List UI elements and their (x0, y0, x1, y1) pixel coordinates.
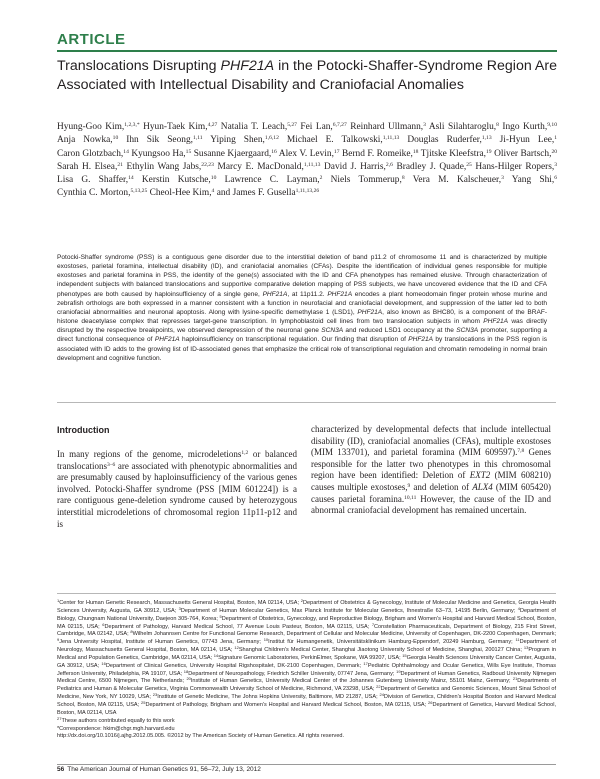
author-name: Natalia T. Leach, (220, 122, 288, 132)
introduction-left-column (57, 449, 297, 530)
text-run: and deletion of (410, 481, 473, 492)
reference-marker: 3–6 (107, 461, 116, 468)
reference-marker: 1,2 (241, 450, 249, 456)
author (131, 149, 191, 159)
author-name: Ji-Hyun Lee, (499, 135, 555, 146)
author-name: Caron Glotzbach, (57, 148, 124, 159)
page-footer (57, 765, 556, 775)
author-affiliation-marker: 10 (112, 135, 119, 142)
text-run: Department of Pathology, Harvard Medical School, 77 Avenue Louis Pasteur, Boston, MA 02115, USA; (104, 623, 372, 630)
gene-name: PHF21A (483, 318, 509, 326)
author-affiliation-marker: 19 (485, 148, 492, 155)
author-name: Kerstin Kutsche, (141, 175, 211, 186)
text-run: Genes responsible for the latter two phenotypes in this chromosomal region have been identified: Deletion of (311, 447, 551, 481)
abstract-rule (57, 402, 556, 403)
author-affiliation-marker: 1,2,3,* (124, 122, 140, 128)
text-run: Pediatric Ophthalmology and Ocular Genetics, Wills Eye Institute, Thomas Jefferson University, Philadelphia, PA 19107, USA; (57, 662, 556, 677)
reference-marker: 19 (396, 668, 401, 674)
author-name: Hans-Hilger Ropers, (475, 161, 555, 172)
author (502, 122, 557, 132)
article-title (57, 57, 557, 95)
author-affiliation-marker: 1 (554, 135, 558, 142)
author-name: Oliver Bartsch, (494, 148, 552, 159)
author (342, 149, 418, 159)
text-run: Shanghai Children's Medical Center, Shanghai Jiaotong University School of Medicine, Shanghai, 200127 China; (238, 647, 524, 654)
text-run: Departments of Pediatrics and Human & Molecular Genetics, Virginia Commonwealth University School of Medicine, Richmond, VA 23298, USA; (57, 678, 556, 693)
author-name: Cynthia C. Morton, (57, 188, 131, 199)
author (126, 135, 202, 145)
author-name: Tjitske Kleefstra, (420, 148, 486, 159)
text-run: Institut für Humangenetik, Universitätsklinikum Hamburg-Eppendorf, 20249 Hamburg, Germany; (268, 639, 516, 646)
gene-name: PHF21A (408, 336, 434, 344)
author-name: Susanne Kjaergaard, (193, 148, 272, 159)
author-affiliation-marker: 2 (319, 175, 323, 182)
author-name: Fei Lan, (300, 122, 333, 132)
author (210, 135, 279, 145)
author (300, 122, 346, 132)
reference-marker: 6 (102, 621, 105, 627)
page-number: 56 (57, 766, 65, 773)
reference-marker: 23 (152, 692, 158, 698)
reference-marker: 20 (186, 676, 191, 682)
author-name: Niels Tommerup, (330, 175, 402, 186)
introduction-heading: Introduction (57, 425, 110, 435)
article-type-label: ARTICLE (57, 31, 126, 48)
reference-marker: 13 (523, 645, 529, 651)
author-affiliation-marker: 18 (412, 148, 419, 155)
author (407, 135, 491, 145)
author-affiliation-marker: 25 (466, 161, 472, 168)
author (221, 122, 297, 132)
text-run: Department of Human Molecular Genetics, Max Planck Institute for Molecular Genetics, Ihnestraße 63–73, 14195 Berlin, Germany; (180, 607, 518, 614)
author (429, 122, 499, 132)
text-run: or balanced translocations (57, 449, 297, 471)
text-run: Georgia Health Sciences University Cancer Center, Augusta, GA 30912, USA; (57, 654, 556, 669)
author (475, 162, 557, 172)
reference-marker: 25 (140, 699, 146, 705)
author-affiliation-marker: 4 (211, 188, 215, 195)
gene-name: PHF21A (262, 290, 288, 298)
text-run: characterized by developmental defects that include intellectual disability (ID), craniofacial anomalies (CFAs), multiple exostoses (MIM 133701), and parietal foramina (MIM 609597). (311, 424, 551, 458)
text-run: Center for Human Genetic Research, Massachusetts General Hospital, Boston, MA 02114, USA; (59, 600, 301, 606)
text-run: Department of Obstetrics & Gynecology, Institute of Molecular Medicine and Genetics, Georgia Health Sciences University, Augusta, GA 30912, USA; (57, 600, 556, 614)
text-run: *Correspondence: hkim@chgr.mgh.harvard.edu (57, 725, 175, 732)
reference-marker: 15 (402, 652, 407, 658)
author-name: Ethylin Wang Jabs, (126, 161, 202, 172)
title-part-1: Translocations Disrupting (57, 58, 221, 74)
author (57, 149, 129, 159)
author-name: Michael E. Talkowski, (286, 135, 383, 146)
author (150, 188, 215, 198)
author-name: Bradley J. Quade, (396, 161, 467, 172)
reference-marker: 27 (57, 715, 62, 721)
reference-marker: 9 (57, 637, 60, 643)
author-name: Ingo Kurth, (502, 122, 548, 132)
title-gene: PHF21A (220, 58, 275, 74)
author-affiliation-marker: 1,11,13,26 (295, 188, 320, 195)
author-name: Cheol-Hee Kim, (149, 188, 212, 199)
reference-marker: 11 (515, 637, 520, 643)
author-affiliation-marker: 17 (333, 148, 340, 155)
text-run: In many regions of the genome, microdeletions (57, 449, 242, 459)
journal-citation: The American Journal of Human Genetics 91, 56–72, July 13, 2012 (67, 766, 261, 773)
text-run: Jena University Hospital, Institute of Human Genetics, 07743 Jena, Germany; (59, 639, 264, 646)
reference-marker: 7,8 (517, 448, 525, 455)
author-affiliation-marker: 3 (554, 161, 558, 168)
author-name: and James F. Gusella (216, 188, 296, 199)
author (225, 175, 323, 185)
author-affiliation-marker: 15 (185, 148, 192, 155)
author-name: Yang Shi, (511, 175, 555, 186)
text-run: Department of Genetics and Genomic Sciences, Mount Sinai School of Medicine, New York, NY 10029, USA; (57, 686, 556, 701)
author-list (57, 121, 557, 201)
author (350, 122, 426, 132)
author-name: Alex V. Levin, (278, 148, 334, 159)
author (142, 175, 216, 185)
author-affiliation-marker: 6 (554, 175, 558, 182)
text-run: Department of Obstetrics, Gynecology, and Reproductive Biology, Brigham and Women's Hospital and Harvard Medical School, Boston, MA 02115, USA; (57, 615, 556, 630)
text-run: Department of Human Genetics, Radboud University Nijmegen Medical Centre, 6500 Nijmegen, The Netherlands; (57, 670, 556, 685)
affiliations-rule (57, 593, 556, 594)
author-affiliation-marker: 6,7,27 (332, 122, 347, 128)
author-name: Hyun-Taek Kim, (143, 122, 208, 132)
author (287, 135, 399, 145)
gene-name: PHF21A (154, 336, 180, 344)
author-affiliation-marker: 1,11 (193, 135, 203, 142)
text-run: Division of Genetics, Children's Hospital Boston and Harvard Medical School, Boston, MA 02115, USA; (57, 694, 557, 708)
author (217, 188, 320, 198)
author (331, 175, 405, 185)
author-affiliation-marker: 22,23 (201, 161, 214, 168)
author-affiliation-marker: 14 (128, 175, 134, 182)
reference-marker: 2 (300, 598, 304, 603)
author-name: Hyung-Goo Kim, (57, 122, 125, 132)
text-run: Institute of Human Genetics, University Medical Center of the Johannes Gutenberg University Mainz, 55101 Mainz, Germany; (190, 678, 513, 685)
reference-marker: 18 (183, 668, 189, 674)
author (57, 188, 147, 198)
author-name: Reinhard Ullmann, (350, 122, 424, 132)
author-name: Kyungsoo Ha, (131, 148, 186, 159)
author-affiliation-marker: 1,11,13 (382, 135, 400, 142)
author (279, 149, 340, 159)
reference-marker: 16 (101, 660, 106, 666)
author (217, 162, 320, 172)
author-affiliation-marker: 5,13,25 (130, 188, 148, 195)
gene-name: PHF21A (327, 290, 353, 298)
author-name: Asli Silahtaroglu, (428, 122, 497, 132)
text-run: Wilhelm Johannsen Centre for Functional Genome Research, Department of Cellular and Molecular Medicine, University of Copenhagen, DK-2200 Copenhagen, Denmark; (132, 631, 557, 638)
reference-marker: 10,11 (404, 494, 417, 501)
author-name: David J. Harris, (324, 161, 386, 172)
reference-marker: 7 (371, 621, 375, 627)
author-affiliation-marker: 16 (271, 148, 277, 155)
author (512, 175, 557, 185)
text-run: Signature Genomic Laboratories, PerkinElmer, Spokane, WA 99207, USA; (218, 654, 403, 661)
author-name: Yiping Shen, (210, 135, 265, 146)
reference-marker: 26 (428, 699, 433, 705)
author (421, 149, 492, 159)
author-affiliation-marker: 21 (117, 161, 123, 168)
author-name: Marcy E. MacDonald, (217, 161, 304, 172)
author-name: Anja Nowka, (57, 135, 113, 146)
author (494, 149, 557, 159)
author (413, 175, 504, 185)
text-run: Constellation Pharmaceuticals, Department of Biology, 215 First Street, Cambridge, MA 02142, USA; (57, 623, 556, 638)
author-affiliation-marker: 8 (496, 122, 499, 128)
author (57, 135, 118, 145)
author (57, 122, 140, 132)
author (57, 162, 123, 172)
author-affiliation-marker: 1,6,12 (264, 135, 279, 142)
author-affiliation-marker: 9,10 (547, 122, 557, 128)
gene-name: ALX4 (472, 481, 493, 492)
header-rule (57, 50, 557, 52)
affiliations (57, 600, 556, 741)
author-affiliation-marker: 10 (210, 175, 217, 182)
author-affiliation-marker: 20 (551, 148, 558, 155)
author-affiliation-marker: 3 (423, 122, 426, 128)
reference-marker: 3 (178, 605, 181, 611)
reference-marker: 21 (512, 676, 518, 682)
text-run: Department of Neurology, Massachusetts General Hospital, Boston, MA 02114, USA; (57, 639, 557, 654)
text-run: http://dx.doi.org/10.1016/j.ajhg.2012.05.005. ©2012 by The American Society of Human Genetics. All rights reserved. (57, 733, 345, 740)
author (127, 162, 214, 172)
author-name: Lisa G. Shaffer, (57, 175, 129, 186)
reference-marker: 4 (517, 605, 520, 611)
reference-marker: 14 (213, 652, 219, 658)
author-affiliation-marker: 5,27 (287, 122, 297, 128)
author-name: Douglas Ruderfer, (407, 135, 482, 146)
author-affiliation-marker: 1,11,13 (303, 161, 321, 168)
text-run: (MIM 608210) causes multiple exostoses, (311, 470, 552, 492)
text-run: These authors contributed equally to this work (61, 717, 175, 724)
author (57, 175, 134, 185)
text-run: Institute of Genetic Medicine, The Johns Hopkins University, Baltimore, MD 21287, USA; (157, 694, 380, 701)
gene-name: SCN3A (456, 327, 479, 335)
text-run: Department of Clinical Genetics, University Hospital Rigshospitalet, DK-2100 Copenhagen, Denmark; (105, 662, 364, 669)
reference-marker: 12 (234, 645, 239, 651)
author-affiliation-marker: 1,13 (481, 135, 492, 142)
author-name: Sarah H. Elsea, (57, 161, 118, 172)
reference-marker: 1 (57, 598, 60, 603)
reference-marker: 9 (407, 482, 411, 489)
author-affiliation-marker: 3 (501, 175, 504, 182)
reference-marker: 24 (379, 692, 384, 698)
reference-marker: 5 (219, 613, 222, 619)
title-part-2: in the Potocki-Shaffer-Syndrome Region Are Associated with Intellectual Disability and Craniofacial Anomalies (57, 58, 557, 93)
text-run: Department of Biology, Chungnam National University, Daejeon 305-764, Korea; (57, 607, 556, 622)
abstract: Potocki-Shaffer syndrome (PSS) is a contiguous gene disorder due to the interstitial deletion of band p11.2 of chromosome 11 and is characterized by multiple exostoses, parietal foramina, intellectual disability (ID), and craniofacial anomalies (CFAs). Despite the identification of individual genes responsible for multiple exostoses and parietal foramina in PSS, the identity of the gene(s) associated with the ID and CFA phenotypes has remained elusive. Through characterization of independent subjects with balanced translocations and supportive comparative deletion mapping of PSS subjects, we have uncovered evidence that the ID and CFA phenotypes are both caused by haploinsufficiency of a single gene, PHF21A, at 11p11.2. PHF21A encodes a plant homeodomain finger protein whose murine and zebrafish orthologs are both expressed in a manner consistent with a function in neurofacial and craniofacial development, and suppression of the latter led to both craniofacial abnormalities and neuronal apoptosis. Along with lysine-specific demethylase 1 (LSD1), PHF21A, also known as BHC80, is a component of the BRAF-histone deacetylase complex that represses target-gene transcription. In lymphoblastoid cell lines from two translocation subjects in whom PHF21A was directly disrupted by the respective breakpoints, we observed derepression of the neuronal gene SCN3A and reduced LSD1 occupancy at the SCN3A promoter, supporting a direct functional consequence of PHF21A haploinsufficiency on transcriptional regulation. Our finding that disruption of PHF21A by translocations in the PSS region is associated with ID adds to the growing list of ID-associated genes that emphasize the critical role of transcriptional regulation and chromatin remodeling in normal brain development and cognitive function. (57, 254, 547, 362)
reference-marker: 10 (263, 637, 269, 643)
author-name: Lawrence C. Layman, (224, 175, 320, 186)
text-run: are associated with phenotypic abnormalities and are presumably caused by haploinsufficiency of the various genes involved. Potocki-Shaffer syndrome (PSS [MIM 601224]) is a rare contiguous gene-deletion syndrome caused by heterozygous interstitial microdeletions of chromosomal region 11p11-p12 and is (57, 460, 297, 529)
author-affiliation-marker: 2,6 (385, 161, 393, 168)
text-run: Department of Pathology, Brigham and Women's Hospital and Harvard Medical School, Boston, MA 02115, USA; (145, 701, 429, 708)
author (194, 149, 277, 159)
text-run: Program in Medical and Population Genetics, Cambridge, MA 02114, USA; (57, 647, 556, 661)
author-affiliation-marker: 8 (401, 175, 405, 182)
author-affiliation-marker: 4,27 (207, 122, 218, 128)
gene-name: SCN3A (321, 327, 344, 335)
gene-name: EXT2 (469, 470, 491, 481)
author (143, 122, 217, 132)
author-name: Vera M. Kalscheuer, (412, 175, 502, 186)
author-name: Bernd F. Romeike, (342, 148, 413, 159)
author (500, 135, 557, 145)
gene-name: PHF21A (357, 308, 383, 316)
text-run: Department of Genetics, Harvard Medical School, Boston, MA 02114, USA (57, 701, 556, 716)
text-run: (MIM 605420) causes parietal foramina. (311, 481, 552, 504)
author-name: Ihn Sik Seong, (126, 135, 194, 146)
author-affiliation-marker: 14 (123, 148, 129, 155)
introduction-right-column (311, 424, 551, 517)
text-run: Department of Neuropathology, Friedrich Schiller University, 07747 Jena, Germany; (188, 670, 397, 677)
reference-marker: 22 (376, 684, 381, 690)
text-run: However, the cause of the ID and abnormal craniofacial development has remained uncertain. (311, 493, 551, 516)
reference-marker: 8 (130, 629, 133, 635)
author (397, 162, 472, 172)
reference-marker: 17 (363, 660, 368, 666)
author (324, 162, 393, 172)
